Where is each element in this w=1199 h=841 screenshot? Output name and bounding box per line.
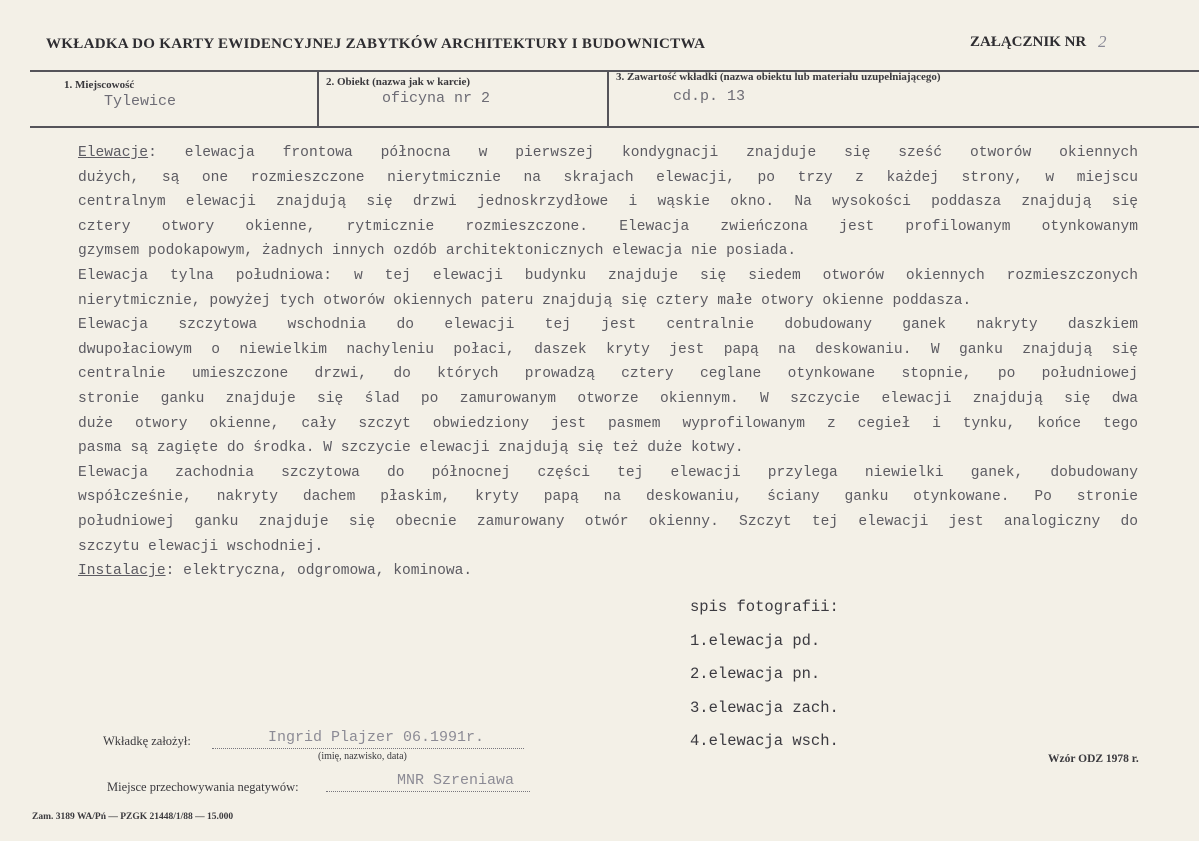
text-line: cztery otwory okienne, rytmicznie rozmieszczone. Elewacja zwieńczona jest profilowanym otynkowanym <box>78 218 1138 235</box>
founder-value: Ingrid Plajzer 06.1991r. <box>268 729 485 746</box>
text-line: centralnym elewacji znajdują się drzwi jednoskrzydłowe i wąskie okno. Na wysokości poddasza znajdują się <box>78 194 1138 211</box>
text-line: dużych, są one rozmieszczone nierytmicznie na skrajach elewacji, po trzy z każdej strony, w miejscu <box>78 169 1138 186</box>
list-item: 3.elewacja zach. <box>690 698 839 717</box>
text-line: centralnie umieszczone drzwi, do których prowadzą cztery ceglane otynkowane stopnie, po południowej <box>78 366 1138 383</box>
object-value: oficyna nr 2 <box>382 90 491 107</box>
installations-line: Instalacje: elektryczna, odgromowa, kominowa. <box>78 563 473 580</box>
negatives-label: Miejsce przechowywania negatywów: <box>107 780 299 794</box>
text-line: Elewacja szczytowa wschodnia do elewacji tej jest centralnie dobudowany ganek nakryty daszkiem <box>78 317 1138 334</box>
annex-number: 2 <box>1098 32 1107 51</box>
print-info: Zam. 3189 WA/Pń — PZGK 21448/1/88 — 15.000 <box>32 812 234 822</box>
form-title: WKŁADKA DO KARTY EWIDENCYJNEJ ZABYTKÓW ARCHITEKTURY I BUDOWNICTWA <box>46 36 706 52</box>
text-line: gzymsem podokapowym, żadnych innych ozdób architektonicznych elewacja nie posiada. <box>78 243 797 260</box>
table-bottom-border <box>30 126 1199 128</box>
list-item: 4.elewacja wsch. <box>690 732 839 750</box>
text-line: współcześnie, nakryty dachem płaskim, kryty papą na deskowaniu, ściany ganku otynkowane. Po stronie <box>78 489 1138 506</box>
text-line: Elewacja tylna południowa: w tej elewacji budynku znajduje się siedem otworów okiennych rozmieszczonych <box>78 267 1138 284</box>
text-line: nierytmicznie, powyżej tych otworów okiennych pateru znajdują się cztery małe otwory okienne poddasza. <box>78 292 972 309</box>
object-label: 2. Obiekt (nazwa jak w karcie) <box>326 76 471 88</box>
contents-label: 3. Zawartość wkładki (nazwa obiektu lub materiału uzupełniającego) <box>616 71 941 83</box>
annex-label: ZAŁĄCZNIK NR <box>970 34 1087 50</box>
text-line: stronie ganku znajduje się ślad po zamurowanym otworze okiennym. W szczycie elewacji znajdują się dwa <box>78 390 1138 407</box>
installations-heading: Instalacje <box>78 563 166 580</box>
contents-value: cd.p. 13 <box>673 88 746 105</box>
column-divider-1 <box>317 71 319 127</box>
text-line: duże otwory okienne, cały szczyt obwiedziony jest pasmem wyprofilowanym z cegieł i tynku, końce tego <box>78 415 1138 432</box>
elevations-heading: Elewacje <box>78 145 149 161</box>
locality-value: Tylewice <box>104 93 177 110</box>
text-line: Elewacja zachodnia szczytowa do północnej części tej elewacji przylega niewielki ganek, dobudowany <box>78 464 1138 481</box>
locality-label: 1. Miejscowość <box>64 79 135 91</box>
column-divider-2 <box>607 71 609 127</box>
photo-list <box>690 591 839 759</box>
text-line: południowej ganku znajduje się obecnie zamurowany otwór okienny. Szczyt tej elewacji jest analogiczny do <box>78 513 1138 530</box>
text-line: pasma są zagięte do środka. W szczycie elewacji znajdują się też duże kotwy. <box>78 440 744 457</box>
founder-dotted-line <box>212 748 524 749</box>
list-item: 1.elewacja pd. <box>690 631 821 650</box>
negatives-value: MNR Szreniawa <box>397 772 515 789</box>
pattern-note: Wzór ODZ 1978 r. <box>1048 753 1139 765</box>
table-top-border <box>30 70 1199 72</box>
negatives-dotted-line <box>326 791 530 792</box>
text-line: dwupołaciowym o niewielkim nachyleniu połaci, daszek kryty jest papą na deskowaniu. W ganku znajdują się <box>78 341 1138 358</box>
text-line: szczytu elewacji wschodniej. <box>78 538 324 555</box>
list-item: 2.elewacja pn. <box>690 665 821 683</box>
description-text <box>78 141 1138 584</box>
photo-list-heading: spis fotografii: <box>690 598 839 616</box>
text-line: Elewacje: elewacja frontowa północna w pierwszej kondygnacji znajduje się sześć otworów okiennych <box>78 145 1138 161</box>
founder-hint: (imię, nazwisko, data) <box>318 751 407 762</box>
founder-label: Wkładkę założył: <box>103 734 191 748</box>
